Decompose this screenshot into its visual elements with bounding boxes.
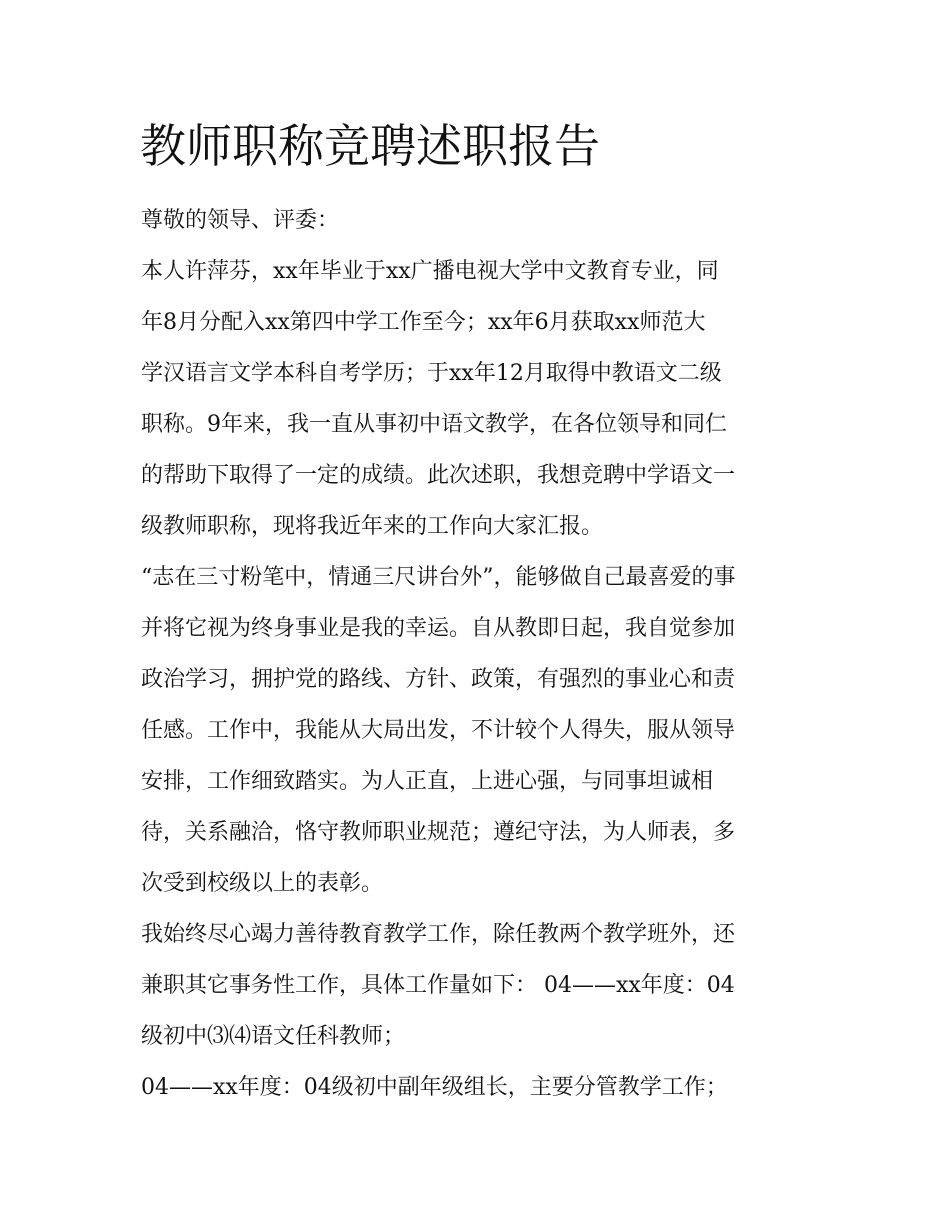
paragraph-2-line-1: “志在三寸粉笔中，情通三尺讲台外”，能够做自己最喜爱的事 (141, 565, 736, 590)
paragraph-4-line-1: 04——xx年度：04级初中副年级组长，主要分管教学工作； (141, 1075, 728, 1100)
paragraph-1-line-1: 本人许萍芬，xx年毕业于xx广播电视大学中文教育专业，同 (141, 259, 719, 284)
paragraph-1-line-6: 级教师职称，现将我近年来的工作向大家汇报。 (141, 514, 604, 539)
paragraph-2-line-6: 待，关系融洽，恪守教师职业规范；遵纪守法，为人师表，多 (141, 820, 736, 845)
paragraph-3-line-3: 级初中⑶⑷语文任科教师； (141, 1024, 406, 1049)
paragraph-1-line-4: 职称。9年来，我一直从事初中语文教学，在各位领导和同仁 (141, 412, 727, 437)
paragraph-3-line-1: 我始终尽心竭力善待教育教学工作，除任教两个教学班外，还 (141, 922, 736, 947)
document-body (141, 195, 821, 1113)
paragraph-2-line-2: 并将它视为终身事业是我的幸运。自从教即日起，我自觉参加 (141, 616, 736, 641)
paragraph-1-line-3: 学汉语言文学本科自考学历；于xx年12月取得中教语文二级 (141, 361, 722, 386)
paragraph-2-line-5: 安排，工作细致踏实。为人正直，上进心强，与同事坦诚相 (141, 769, 714, 794)
paragraph-1-line-2: 年8月分配入xx第四中学工作至今；xx年6月获取xx师范大 (141, 310, 706, 335)
document-title: 教师职称竞聘述职报告 (140, 119, 600, 173)
paragraph-2-line-3: 政治学习，拥护党的路线、方针、政策，有强烈的事业心和责 (141, 667, 736, 692)
salutation-line: 尊敬的领导、评委： (141, 208, 340, 233)
paragraph-2-line-7: 次受到校级以上的表彰。 (141, 871, 384, 896)
paragraph-1-line-5: 的帮助下取得了一定的成绩。此次述职，我想竞聘中学语文一 (141, 463, 736, 488)
paragraph-3-line-2: 兼职其它事务性工作，具体工作量如下： 04——xx年度：04 (141, 973, 735, 998)
paragraph-2-line-4: 任感。工作中，我能从大局出发，不计较个人得失，服从领导 (141, 718, 736, 743)
